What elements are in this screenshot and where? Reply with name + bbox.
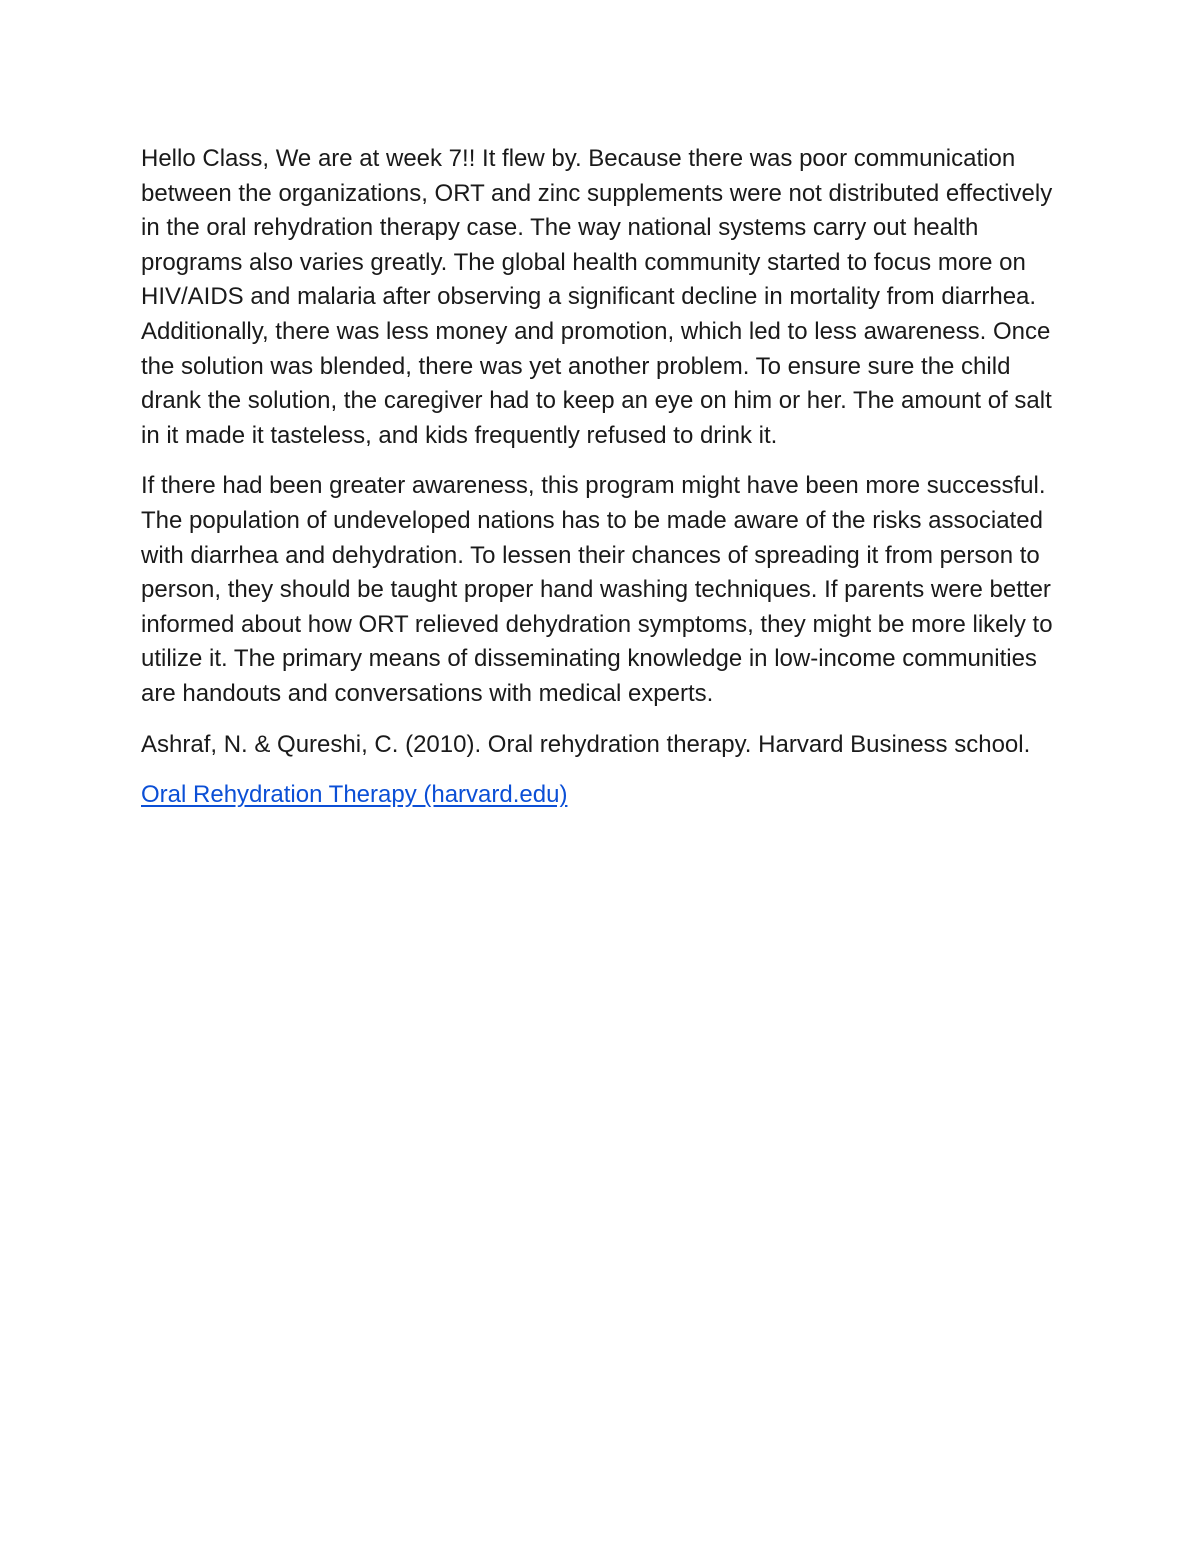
document-body [141,142,1061,829]
reference-citation: Ashraf, N. & Qureshi, C. (2010). Oral rehydration therapy. Harvard Business school. [141,730,1031,758]
reference-link[interactable]: Oral Rehydration Therapy (harvard.edu) [141,781,568,809]
paragraph-awareness: If there had been greater awareness, this program might have been more successful. The population of undeveloped nations has to be made aware of the risks associated with diarrhea and dehydration. To lessen their chances of spreading it from person to person, they should be taught proper hand washing techniques. If parents were better informed about how ORT relieved dehydration symptoms, they might be more likely to utilize it. The primary means of disseminating knowledge in low-income communities are handouts and conversations with medical experts. [141,472,1053,707]
paragraph-intro: Hello Class, We are at week 7!! It flew by. Because there was poor communication between the organizations, ORT and zinc supplements were not distributed effectively in the oral rehydration therapy case. The way national systems carry out health programs also varies greatly. The global health community started to focus more on HIV/AIDS and malaria after observing a significant decline in mortality from diarrhea. Additionally, there was less money and promotion, which led to less awareness. Once the solution was blended, there was yet another problem. To ensure sure the child drank the solution, the caregiver had to keep an eye on him or her. The amount of salt in it made it tasteless, and kids frequently refused to drink it. [141,145,1053,449]
link-paragraph [141,778,1061,813]
